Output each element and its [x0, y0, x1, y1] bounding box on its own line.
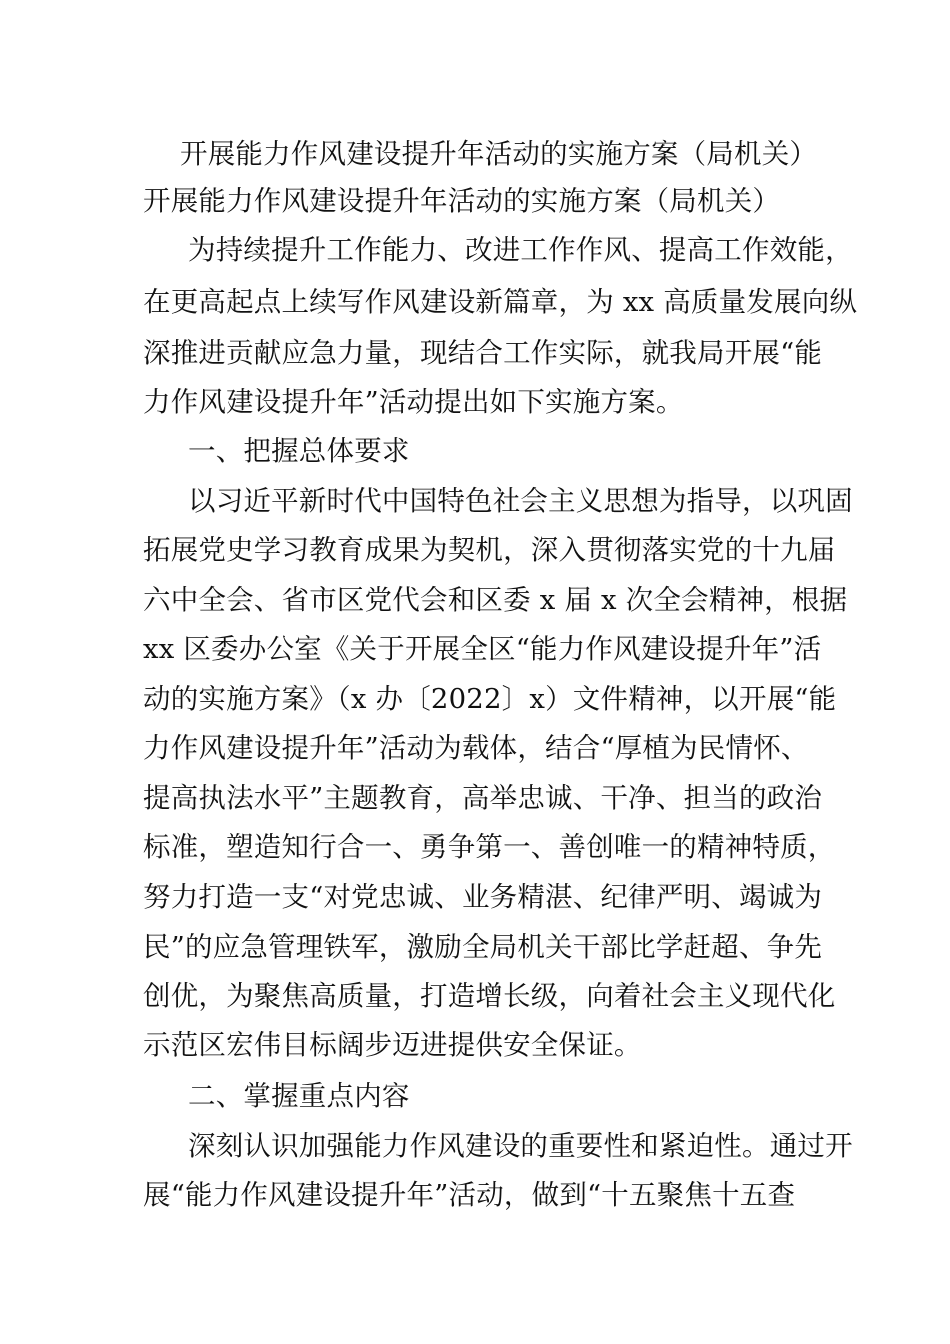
section1-line: 拓展党史学习教育成果为契机，深入贯彻落实党的十九届 — [143, 534, 836, 566]
document-header-title: 开展能力作风建设提升年活动的实施方案（局机关） — [180, 138, 818, 170]
section-heading: 一、把握总体要求 — [188, 435, 410, 467]
section1-line: 以习近平新时代中国特色社会主义思想为指导，以巩固 — [188, 485, 853, 517]
intro-line: 为持续提升工作能力、改进工作作风、提高工作效能， — [188, 234, 853, 266]
section1-line: 创优，为聚焦高质量，打造增长级，向着社会主义现代化 — [143, 980, 836, 1012]
section1-line: 动的实施方案》（x 办〔2022〕x）文件精神，以开展“能 — [143, 683, 837, 715]
section1-line: 标准，塑造知行合一、勇争第一、善创唯一的精神特质， — [143, 831, 836, 863]
section1-line: 民”的应急管理铁军，激励全局机关干部比学赶超、争先 — [143, 931, 823, 963]
section-heading: 二、掌握重点内容 — [188, 1080, 410, 1112]
section1-line: 提高执法水平”主题教育，高举忠诚、干净、担当的政治 — [143, 782, 823, 814]
section1-line: 六中全会、省市区党代会和区委 x 届 x 次全会精神，根据 — [143, 584, 848, 616]
section1-line: 示范区宏伟目标阔步迈进提供安全保证。 — [143, 1029, 642, 1061]
document-title: 开展能力作风建设提升年活动的实施方案（局机关） — [143, 185, 781, 217]
section1-line: 努力打造一支“对党忠诚、业务精湛、纪律严明、竭诚为 — [143, 881, 823, 913]
intro-line: 深推进贡献应急力量，现结合工作实际，就我局开展“能 — [143, 337, 823, 369]
section1-line: xx 区委办公室《关于开展全区“能力作风建设提升年”活 — [143, 633, 822, 665]
intro-line: 力作风建设提升年”活动提出如下实施方案。 — [143, 386, 684, 418]
section1-line: 力作风建设提升年”活动为载体，结合“厚植为民情怀、 — [143, 732, 809, 764]
section2-line: 展“能力作风建设提升年”活动，做到“十五聚焦十五查 — [143, 1179, 796, 1211]
intro-line: 在更高起点上续写作风建设新篇章，为 xx 高质量发展向纵 — [143, 286, 858, 318]
section2-line: 深刻认识加强能力作风建设的重要性和紧迫性。通过开 — [188, 1130, 853, 1162]
